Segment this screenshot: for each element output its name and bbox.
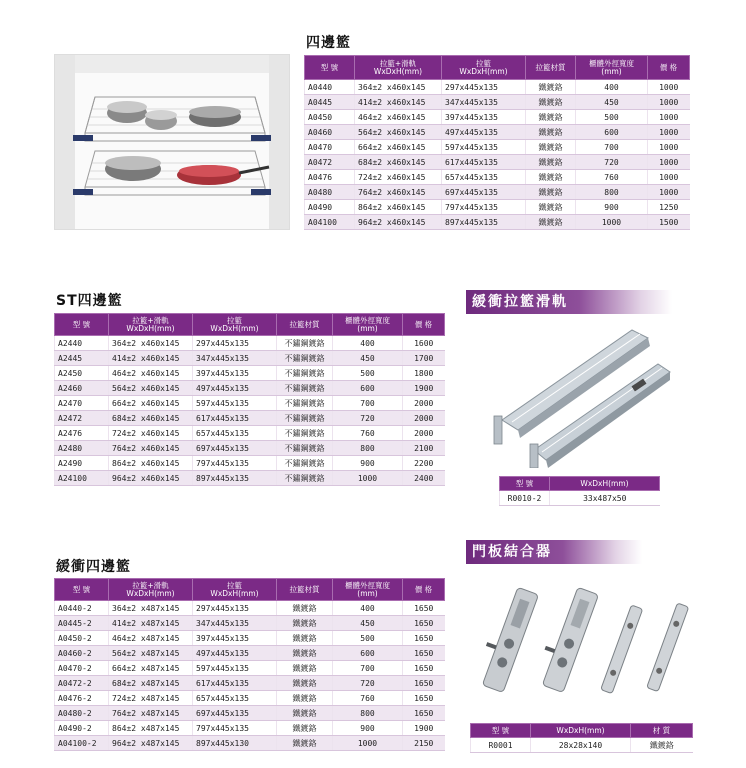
table-cell: A0440-2 (55, 601, 109, 616)
table-cell: A2440 (55, 336, 109, 351)
header-basket-dims: 拉籃 WxDxH(mm) (193, 579, 277, 601)
table-cell: 不鏽鋼鍍鉻 (277, 336, 333, 351)
table-cell: 不鏽鋼鍍鉻 (277, 426, 333, 441)
table-cell: 鐵鍍鉻 (526, 155, 576, 170)
table-cell: 724±2 x460x145 (109, 426, 193, 441)
table-cell: 800 (333, 441, 403, 456)
table-cell: 564±2 x487x145 (109, 646, 193, 661)
table-cell: R0010-2 (500, 491, 550, 506)
table-cell: 鐵鍍鉻 (526, 170, 576, 185)
header-cabinet-width: 櫃體外徑寬度 (mm) (333, 314, 403, 336)
table-cell: 1500 (648, 215, 690, 230)
table-cell: 397x445x135 (442, 110, 526, 125)
table-cell: 724±2 x487x145 (109, 691, 193, 706)
table-cell: 鐵鍍鉻 (277, 676, 333, 691)
table-cell: 1000 (648, 125, 690, 140)
header-model: 型 號 (55, 579, 109, 601)
table-cell: 347x445x135 (193, 351, 277, 366)
basket-photo-icon (55, 55, 289, 229)
table-cell: A04100 (305, 215, 355, 230)
table-cell: 764±2 x460x145 (109, 441, 193, 456)
table-cell: 564±2 x460x145 (355, 125, 442, 140)
table-row (55, 721, 445, 736)
table-cell: 不鏽鋼鍍鉻 (277, 441, 333, 456)
table-cell: 不鏽鋼鍍鉻 (277, 456, 333, 471)
basket-photo (54, 54, 290, 230)
header-material: 拉籃材質 (277, 314, 333, 336)
table-cell: 鐵鍍鉻 (526, 140, 576, 155)
table-cell: 497x445x135 (193, 381, 277, 396)
header-basket-dims: 拉籃 WxDxH(mm) (442, 56, 526, 80)
table-row (55, 706, 445, 721)
table-cell: 1000 (648, 95, 690, 110)
table-cell: 700 (333, 396, 403, 411)
table-cell: 2150 (403, 736, 445, 751)
table-cell: 684±2 x460x145 (355, 155, 442, 170)
header-model: 型 號 (305, 56, 355, 80)
table-cell: 684±2 x487x145 (109, 676, 193, 691)
soft-close-slide-table (499, 476, 660, 506)
header-model: 型 號 (55, 314, 109, 336)
door-connector-photo-icon (470, 574, 692, 704)
slide-rail-photo (482, 320, 672, 468)
table-cell: 1000 (333, 471, 403, 486)
table-row (55, 366, 445, 381)
table-cell: 664±2 x460x145 (355, 140, 442, 155)
table-cell: 597x445x135 (193, 661, 277, 676)
table-cell: A0472-2 (55, 676, 109, 691)
table-cell: 414±2 x460x145 (355, 95, 442, 110)
table-cell: 900 (333, 721, 403, 736)
table-cell: 897x445x135 (442, 215, 526, 230)
header-dims: WxDxH(mm) (531, 724, 631, 738)
table-row (305, 125, 690, 140)
table-cell: 鐵鍍鉻 (526, 125, 576, 140)
table-cell: 400 (576, 80, 648, 95)
table-cell: A0472 (305, 155, 355, 170)
table-cell: 1900 (403, 721, 445, 736)
table-cell: A0460 (305, 125, 355, 140)
table-cell: A0480 (305, 185, 355, 200)
table-cell: 鐵鍍鉻 (526, 110, 576, 125)
table-row (55, 456, 445, 471)
table-cell: A0450-2 (55, 631, 109, 646)
table-row (55, 441, 445, 456)
table-row (55, 676, 445, 691)
header-material: 拉籃材質 (526, 56, 576, 80)
table-cell: 33x487x50 (550, 491, 660, 506)
table-cell: 414±2 x460x145 (109, 351, 193, 366)
table-cell: 1650 (403, 616, 445, 631)
table-row (55, 381, 445, 396)
table-row (55, 411, 445, 426)
table-cell: 364±2 x460x145 (355, 80, 442, 95)
table-cell: 450 (333, 351, 403, 366)
table-cell: 600 (333, 381, 403, 396)
table-cell: A2450 (55, 366, 109, 381)
header-basket-rail-dims: 拉籃+滑軌 WxDxH(mm) (109, 314, 193, 336)
table-cell: 鐵鍍鉻 (526, 185, 576, 200)
table-cell: R0001 (471, 738, 531, 753)
table-cell: 1000 (648, 185, 690, 200)
table-row (305, 95, 690, 110)
table-cell: 600 (333, 646, 403, 661)
table-cell: A0440 (305, 80, 355, 95)
table-cell: A2470 (55, 396, 109, 411)
table-cell: A0476-2 (55, 691, 109, 706)
table-cell: 797x445x135 (193, 721, 277, 736)
table-cell: 1650 (403, 601, 445, 616)
header-basket-rail-dims: 拉籃+滑軌 WxDxH(mm) (109, 579, 193, 601)
table-header-row (55, 314, 445, 336)
table-cell: 297x445x135 (193, 601, 277, 616)
table-cell: 鐵鍍鉻 (277, 661, 333, 676)
table-cell: A04100-2 (55, 736, 109, 751)
table-cell: A0445-2 (55, 616, 109, 631)
table-cell: 1650 (403, 631, 445, 646)
header-material: 拉籃材質 (277, 579, 333, 601)
table-cell: A0470-2 (55, 661, 109, 676)
table-cell: 464±2 x460x145 (109, 366, 193, 381)
table-cell: 297x445x135 (193, 336, 277, 351)
table-row (500, 491, 660, 506)
table-cell: 697x445x135 (193, 441, 277, 456)
header-material: 材 質 (631, 724, 693, 738)
table-cell: 鐵鍍鉻 (526, 200, 576, 215)
header-price: 價 格 (648, 56, 690, 80)
soft-close-four-side-basket-table (54, 578, 445, 751)
table-cell: 764±2 x487x145 (109, 706, 193, 721)
table-cell: 497x445x135 (442, 125, 526, 140)
table-cell: 497x445x135 (193, 646, 277, 661)
table-row (55, 351, 445, 366)
table-row (305, 140, 690, 155)
table-row (305, 170, 690, 185)
header-price: 價 格 (403, 579, 445, 601)
table-cell: 鐵鍍鉻 (277, 631, 333, 646)
table-cell: 297x445x135 (442, 80, 526, 95)
table-cell: 347x445x135 (193, 616, 277, 631)
table-cell: 400 (333, 601, 403, 616)
table-cell: 720 (576, 155, 648, 170)
table-cell: 1000 (333, 736, 403, 751)
table-cell: 564±2 x460x145 (109, 381, 193, 396)
four-side-basket-table (304, 55, 690, 230)
table-header-row (305, 56, 690, 80)
table-row (305, 80, 690, 95)
door-connector-table (470, 723, 693, 753)
table-cell: 不鏽鋼鍍鉻 (277, 396, 333, 411)
table-cell: 1650 (403, 661, 445, 676)
table-row (305, 110, 690, 125)
table-cell: 897x445x130 (193, 736, 277, 751)
table-cell: 鐵鍍鉻 (277, 616, 333, 631)
table-cell: 1650 (403, 646, 445, 661)
table-cell: 724±2 x460x145 (355, 170, 442, 185)
table-cell: 鐵鍍鉻 (277, 736, 333, 751)
table-cell: 800 (333, 706, 403, 721)
table-cell: 397x445x135 (193, 631, 277, 646)
table-cell: 464±2 x487x145 (109, 631, 193, 646)
table-cell: 1650 (403, 691, 445, 706)
table-cell: 500 (333, 631, 403, 646)
table-cell: 鐵鍍鉻 (631, 738, 693, 753)
table-cell: 2000 (403, 426, 445, 441)
table-cell: A0470 (305, 140, 355, 155)
table-cell: A0490-2 (55, 721, 109, 736)
table-cell: 600 (576, 125, 648, 140)
table-cell: 664±2 x487x145 (109, 661, 193, 676)
table-cell: 1000 (576, 215, 648, 230)
table-cell: A2445 (55, 351, 109, 366)
table-cell: A2460 (55, 381, 109, 396)
table-cell: 1900 (403, 381, 445, 396)
table-cell: 2400 (403, 471, 445, 486)
table-cell: 900 (576, 200, 648, 215)
table-cell: 414±2 x487x145 (109, 616, 193, 631)
header-cabinet-width: 櫃體外徑寬度 (mm) (333, 579, 403, 601)
table-row (55, 646, 445, 661)
table-row (55, 691, 445, 706)
table-cell: 鐵鍍鉻 (526, 215, 576, 230)
table-cell: 500 (333, 366, 403, 381)
table-row (55, 396, 445, 411)
table-row (55, 661, 445, 676)
table-cell: 不鏽鋼鍍鉻 (277, 366, 333, 381)
table-row (305, 185, 690, 200)
table-cell: 28x28x140 (531, 738, 631, 753)
table-cell: A0490 (305, 200, 355, 215)
table-cell: 鐵鍍鉻 (526, 80, 576, 95)
table-cell: 657x445x135 (193, 691, 277, 706)
table-cell: 864±2 x460x145 (355, 200, 442, 215)
table-cell: 1000 (648, 170, 690, 185)
table-cell: A0476 (305, 170, 355, 185)
table-cell: 964±2 x460x145 (109, 471, 193, 486)
table-cell: 700 (333, 661, 403, 676)
table-cell: 2100 (403, 441, 445, 456)
table-cell: 1800 (403, 366, 445, 381)
table-cell: 684±2 x460x145 (109, 411, 193, 426)
table-cell: 597x445x135 (193, 396, 277, 411)
soft-close-slide-banner: 緩衝拉籃滑軌 (466, 290, 672, 314)
table-cell: 500 (576, 110, 648, 125)
header-price: 價 格 (403, 314, 445, 336)
table-row (55, 601, 445, 616)
table-cell: 797x445x135 (442, 200, 526, 215)
table-cell: 2200 (403, 456, 445, 471)
header-dims: WxDxH(mm) (550, 477, 660, 491)
table-cell: 720 (333, 411, 403, 426)
st-four-side-basket-table (54, 313, 445, 486)
table-cell: 760 (576, 170, 648, 185)
table-cell: 1600 (403, 336, 445, 351)
table-cell: 697x445x135 (193, 706, 277, 721)
table-cell: 2000 (403, 411, 445, 426)
header-model: 型 號 (500, 477, 550, 491)
table-cell: 鐵鍍鉻 (277, 601, 333, 616)
table-cell: 964±2 x460x145 (355, 215, 442, 230)
table-header-row (471, 724, 693, 738)
door-connector-banner: 門板結合器 (466, 540, 642, 564)
table-cell: 450 (333, 616, 403, 631)
soft-close-four-side-basket-title: 緩衝四邊籃 (56, 559, 131, 575)
table-cell: 1000 (648, 110, 690, 125)
door-connector-photo (470, 574, 692, 704)
table-cell: 鐵鍍鉻 (526, 95, 576, 110)
table-cell: 864±2 x487x145 (109, 721, 193, 736)
table-row (55, 616, 445, 631)
table-cell: 2000 (403, 396, 445, 411)
table-cell: A2480 (55, 441, 109, 456)
table-row (55, 736, 445, 751)
table-cell: A0445 (305, 95, 355, 110)
table-cell: 鐵鍍鉻 (277, 706, 333, 721)
table-cell: 720 (333, 676, 403, 691)
slide-rail-photo-icon (482, 320, 672, 468)
table-cell: 657x445x135 (193, 426, 277, 441)
table-cell: 657x445x135 (442, 170, 526, 185)
table-cell: 347x445x135 (442, 95, 526, 110)
table-cell: 964±2 x487x145 (109, 736, 193, 751)
header-basket-rail-dims: 拉籃+滑軌 WxDxH(mm) (355, 56, 442, 80)
four-side-basket-title: 四邊籃 (306, 35, 351, 51)
table-row (55, 631, 445, 646)
table-cell: 1650 (403, 676, 445, 691)
table-cell: 864±2 x460x145 (109, 456, 193, 471)
table-row (305, 215, 690, 230)
table-cell: 364±2 x460x145 (109, 336, 193, 351)
table-cell: 760 (333, 691, 403, 706)
table-cell: 400 (333, 336, 403, 351)
table-cell: 900 (333, 456, 403, 471)
table-cell: 不鏽鋼鍍鉻 (277, 351, 333, 366)
table-cell: 鐵鍍鉻 (277, 721, 333, 736)
table-row (55, 426, 445, 441)
table-cell: 664±2 x460x145 (109, 396, 193, 411)
table-cell: 617x445x135 (193, 676, 277, 691)
table-cell: 760 (333, 426, 403, 441)
table-row (305, 200, 690, 215)
table-cell: 不鏽鋼鍍鉻 (277, 471, 333, 486)
table-row (471, 738, 693, 753)
table-cell: A0460-2 (55, 646, 109, 661)
table-cell: 364±2 x487x145 (109, 601, 193, 616)
table-cell: 797x445x135 (193, 456, 277, 471)
table-cell: 1000 (648, 80, 690, 95)
table-cell: 1700 (403, 351, 445, 366)
table-cell: A24100 (55, 471, 109, 486)
table-cell: 800 (576, 185, 648, 200)
table-cell: 450 (576, 95, 648, 110)
table-cell: 617x445x135 (193, 411, 277, 426)
table-cell: A0450 (305, 110, 355, 125)
table-cell: 1250 (648, 200, 690, 215)
table-cell: 697x445x135 (442, 185, 526, 200)
table-cell: 鐵鍍鉻 (277, 646, 333, 661)
table-cell: 1650 (403, 706, 445, 721)
st-four-side-basket-title: ST四邊籃 (56, 293, 123, 309)
table-header-row (500, 477, 660, 491)
table-cell: 764±2 x460x145 (355, 185, 442, 200)
table-row (55, 336, 445, 351)
table-cell: A2476 (55, 426, 109, 441)
table-cell: 617x445x135 (442, 155, 526, 170)
table-cell: 464±2 x460x145 (355, 110, 442, 125)
table-header-row (55, 579, 445, 601)
table-cell: 不鏽鋼鍍鉻 (277, 411, 333, 426)
table-row (55, 471, 445, 486)
header-model: 型 號 (471, 724, 531, 738)
table-cell: 不鏽鋼鍍鉻 (277, 381, 333, 396)
table-cell: 397x445x135 (193, 366, 277, 381)
table-row (305, 155, 690, 170)
table-cell: A2472 (55, 411, 109, 426)
table-cell: 鐵鍍鉻 (277, 691, 333, 706)
table-cell: 700 (576, 140, 648, 155)
table-cell: 1000 (648, 140, 690, 155)
table-cell: A2490 (55, 456, 109, 471)
table-cell: 1000 (648, 155, 690, 170)
table-cell: A0480-2 (55, 706, 109, 721)
header-basket-dims: 拉籃 WxDxH(mm) (193, 314, 277, 336)
header-cabinet-width: 櫃體外徑寬度 (mm) (576, 56, 648, 80)
table-cell: 597x445x135 (442, 140, 526, 155)
table-cell: 897x445x135 (193, 471, 277, 486)
